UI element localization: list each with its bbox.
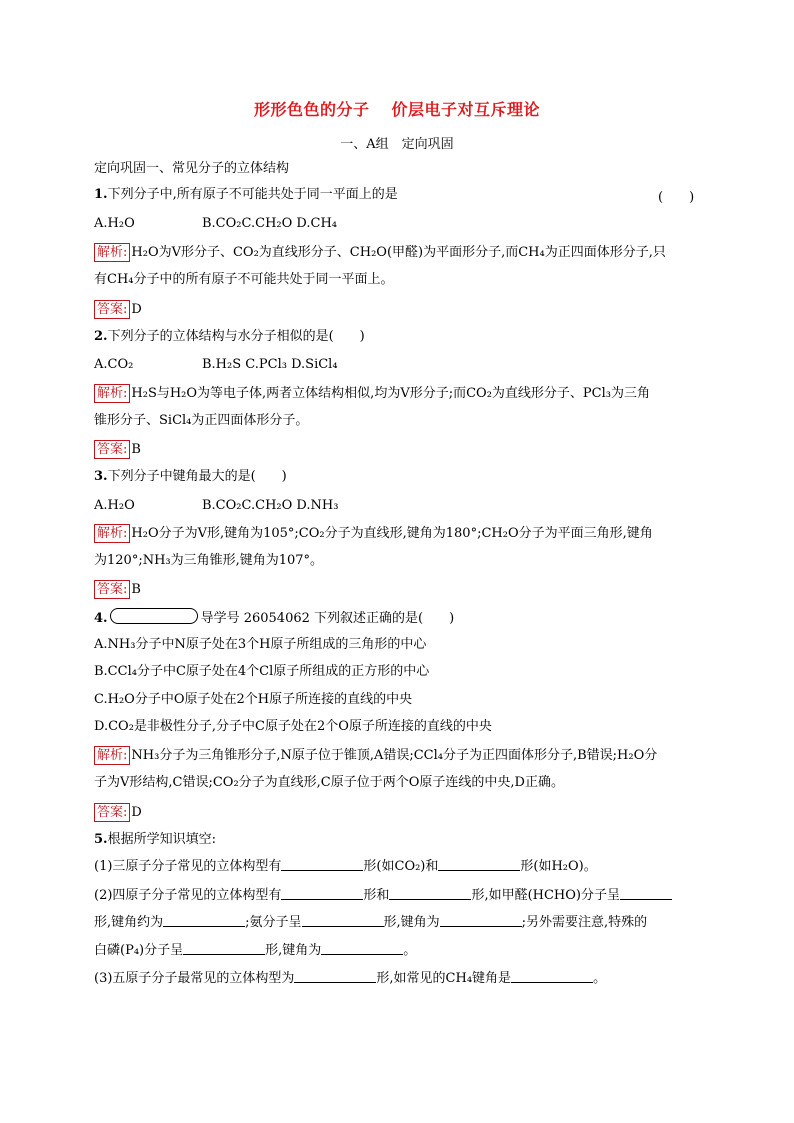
option-bcd: B.CO₂C.CH₂O D.NH₃ <box>202 498 339 513</box>
fill-text: 形,如常见的CH₄键角是 <box>376 971 512 986</box>
explanation-line <box>94 746 657 765</box>
question-2 <box>94 328 365 346</box>
fill-text: 白磷(P₄)分子呈 <box>94 943 184 958</box>
title-part-2: 价层电子对互斥理论 <box>391 100 541 119</box>
fill-text: 形,键角约为 <box>94 915 164 930</box>
explanation-tag: 解析: <box>94 524 130 543</box>
question-3 <box>94 468 287 486</box>
explanation-line <box>94 384 650 403</box>
answer-value: D <box>131 302 142 317</box>
explanation-text: H₂O分子为V形,键角为105°;CO₂分子为直线形,键角为180°;CH₂O分子为平面三角形,键角 <box>131 526 653 541</box>
option-bcd: B.CO₂C.CH₂O D.CH₄ <box>202 216 337 231</box>
explanation-line: 子为V形结构,C错误;CO₂分子为直线形,C原子位于两个O原子连线的中央,D正确。 <box>94 775 564 790</box>
option-bcd: B.H₂S C.PCl₃ D.SiCl₄ <box>202 357 338 372</box>
question-number: 2. <box>94 329 108 344</box>
answer-paren: ( ) <box>658 190 695 205</box>
fill-text: (1)三原子分子常见的立体构型有 <box>94 859 282 874</box>
answer-line <box>94 300 142 319</box>
fill-text: ;另外需要注意,特殊的 <box>521 915 648 930</box>
fill-text: ;氨分子呈 <box>245 915 302 930</box>
explanation-text: NH₃分子为三角锥形分子,N原子位于锥顶,A错误;CCl₄分子为正四面体形分子,B错误;H₂O分 <box>131 748 658 763</box>
answer-blank[interactable] <box>438 858 520 871</box>
explanation-line: 锥形分子、SiCl₄为正四面体形分子。 <box>94 413 309 428</box>
explanation-line <box>94 524 653 543</box>
answer-line <box>94 440 141 459</box>
question-number: 3. <box>94 469 108 484</box>
fill-text: 形(如CO₂)和 <box>363 859 439 874</box>
option-a: A.CO₂ <box>94 357 134 372</box>
answer-blank[interactable] <box>294 970 376 983</box>
answer-blank[interactable] <box>281 858 363 871</box>
explanation-line <box>94 243 666 262</box>
fill-text: 形和 <box>363 888 390 903</box>
question-number: 4. <box>94 611 108 626</box>
fill-line-4 <box>94 942 416 960</box>
fill-text: 形,键角为 <box>265 943 322 958</box>
fill-text: 形,如甲醛(HCHO)分子呈 <box>471 888 620 903</box>
option-b: B.CCl₄分子中C原子处在4个Cl原子所组成的正方形的中心 <box>94 664 430 679</box>
options-row <box>94 356 338 374</box>
answer-tag: 答案: <box>94 300 130 319</box>
option-a: A.H₂O <box>94 498 135 513</box>
option-a: A.H₂O <box>94 216 135 231</box>
answer-tag: 答案: <box>94 580 130 599</box>
answer-blank[interactable] <box>183 942 265 955</box>
options-row <box>94 215 337 233</box>
fill-text: 形,键角为 <box>383 915 440 930</box>
fill-line-1 <box>94 858 597 876</box>
title-part-1: 形形色色的分子 <box>253 100 370 119</box>
explanation-tag: 解析: <box>94 746 130 765</box>
answer-blank[interactable] <box>620 887 672 900</box>
options-row <box>94 497 338 515</box>
explanation-line: 有CH₄分子中的所有原子不可能共处于同一平面上。 <box>94 272 394 287</box>
fill-line-5 <box>94 970 606 988</box>
option-d: D.CO₂是非极性分子,分子中C原子处在2个O原子所连接的直线的中央 <box>94 719 492 734</box>
fill-line-2 <box>94 887 672 905</box>
question-number: 5. <box>94 832 108 847</box>
question-text: 根据所学知识填空: <box>107 832 216 847</box>
answer-tag: 答案: <box>94 440 130 459</box>
group-title: 一、A组 定向巩固 <box>340 137 454 152</box>
explanation-text: H₂S与H₂O为等电子体,两者立体结构相似,均为V形分子;而CO₂为直线形分子、PCl₃为三角 <box>131 386 650 401</box>
answer-line <box>94 580 141 599</box>
question-5 <box>94 831 216 849</box>
answer-blank[interactable] <box>511 970 593 983</box>
answer-value: D <box>131 805 142 820</box>
fill-text: 形(如H₂O)。 <box>520 859 597 874</box>
fill-text: 。 <box>593 971 607 986</box>
explanation-line: 为120°;NH₃为三角锥形,键角为107°。 <box>94 553 324 568</box>
answer-line <box>94 803 142 822</box>
option-a: A.NH₃分子中N原子处在3个H原子所组成的三角形的中心 <box>94 637 427 652</box>
question-text: 下列分子中,所有原子不可能共处于同一平面上的是 <box>107 187 398 202</box>
option-c: C.H₂O分子中O原子处在2个H原子所连接的直线的中央 <box>94 692 413 707</box>
answer-blank[interactable] <box>389 887 471 900</box>
explanation-text: H₂O为V形分子、CO₂为直线形分子、CH₂O(甲醛)为平面形分子,而CH₄为正四面体形分子,只 <box>131 245 666 260</box>
question-text: 下列分子的立体结构与水分子相似的是( ) <box>107 329 365 344</box>
question-4 <box>94 608 454 628</box>
answer-value: B <box>131 442 141 457</box>
answer-blank[interactable] <box>440 914 522 927</box>
answer-blank[interactable] <box>163 914 245 927</box>
fill-text: (3)五原子分子最常见的立体构型为 <box>94 971 295 986</box>
answer-tag: 答案: <box>94 803 130 822</box>
question-text: 导学号 26054062 下列叙述正确的是( ) <box>200 611 455 626</box>
explanation-tag: 解析: <box>94 384 130 403</box>
answer-value: B <box>131 582 141 597</box>
guide-number-badge <box>110 608 198 624</box>
question-text: 下列分子中键角最大的是( ) <box>107 469 287 484</box>
fill-text: (2)四原子分子常见的立体构型有 <box>94 888 282 903</box>
page-title <box>0 97 794 120</box>
question-1 <box>94 186 398 204</box>
section-heading: 定向巩固一、常见分子的立体结构 <box>94 161 290 176</box>
question-number: 1. <box>94 187 108 202</box>
answer-blank[interactable] <box>321 942 403 955</box>
explanation-tag: 解析: <box>94 243 130 262</box>
fill-line-3 <box>94 914 647 932</box>
fill-text: 。 <box>403 943 417 958</box>
answer-blank[interactable] <box>302 914 384 927</box>
answer-blank[interactable] <box>281 887 363 900</box>
